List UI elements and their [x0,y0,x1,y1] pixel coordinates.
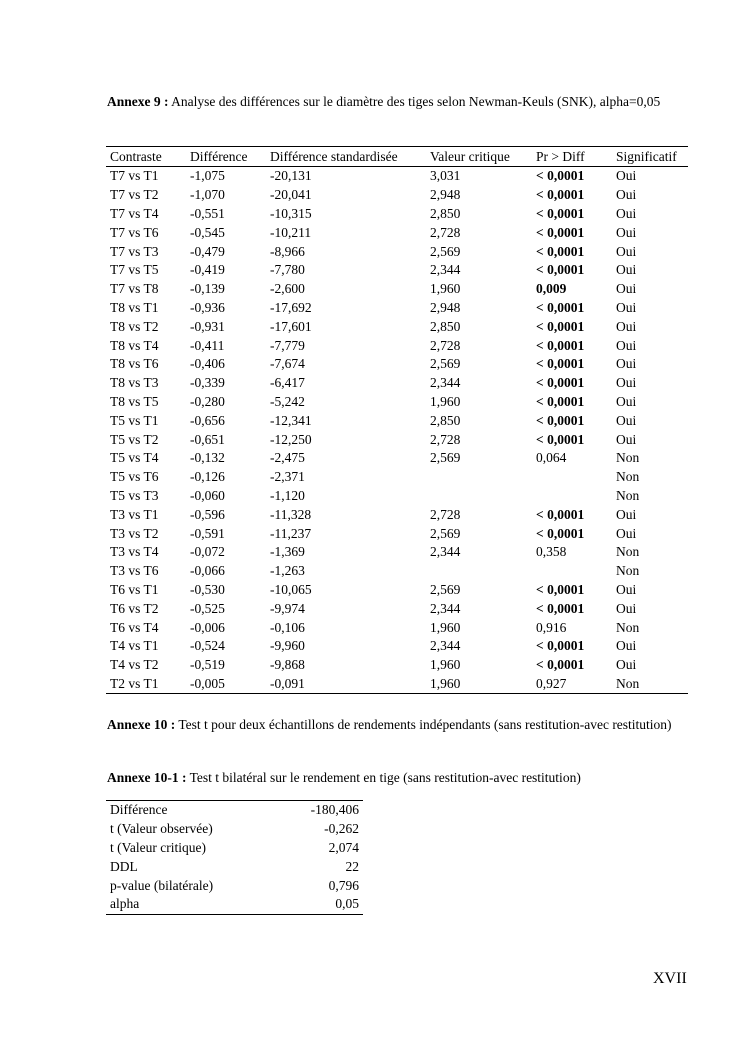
statistic-value: 0,796 [328,877,359,893]
difference-standardisee-cell: -2,475 [270,450,305,466]
contraste-cell: T7 vs T8 [110,281,159,297]
valeur-critique-cell: 2,850 [430,412,461,428]
significatif-cell: Oui [616,600,637,616]
table-row [106,449,688,468]
contraste-cell: T8 vs T3 [110,375,159,391]
difference-cell: -0,066 [190,563,225,579]
difference-standardisee-cell: -1,263 [270,563,305,579]
statistic-value: 0,05 [335,896,359,912]
pr-diff-cell: < 0,0001 [536,638,585,654]
difference-cell: -1,070 [190,187,225,203]
statistic-label: t (Valeur observée) [110,821,213,837]
pr-diff-cell: < 0,0001 [536,168,585,184]
contraste-cell: T8 vs T1 [110,299,159,315]
difference-standardisee-cell: -2,371 [270,469,305,485]
pr-diff-cell: 0,358 [536,544,567,560]
pr-diff-cell: 0,064 [536,450,567,466]
difference-cell: -0,545 [190,224,225,240]
table-row [106,524,688,543]
difference-cell: -0,411 [190,337,225,353]
table-row [106,374,688,393]
difference-cell: -0,419 [190,262,225,278]
contraste-cell: T4 vs T2 [110,657,159,673]
pr-diff-cell: < 0,0001 [536,431,585,447]
significatif-cell: Oui [616,638,637,654]
difference-standardisee-cell: -8,966 [270,243,305,259]
table-row [106,411,688,430]
pr-diff-cell: < 0,0001 [536,581,585,597]
difference-cell: -0,005 [190,675,225,691]
pr-diff-cell: < 0,0001 [536,356,585,372]
table-row [106,430,688,449]
valeur-critique-cell: 2,344 [430,638,461,654]
valeur-critique-cell: 2,344 [430,600,461,616]
significatif-cell: Oui [616,318,637,334]
annexe-9-label: Annexe 9 : [107,94,169,109]
difference-cell: -0,931 [190,318,225,334]
difference-cell: -0,139 [190,281,225,297]
difference-standardisee-cell: -20,041 [270,187,312,203]
table-row [106,242,688,261]
significatif-cell: Oui [616,356,637,372]
t-test-table [106,800,363,915]
difference-standardisee-cell: -11,328 [270,506,312,522]
contraste-cell: T5 vs T6 [110,469,159,485]
significatif-cell: Non [616,619,640,635]
difference-standardisee-cell: -1,120 [270,487,305,503]
contraste-cell: T8 vs T6 [110,356,159,372]
table-row [106,820,363,839]
table-row [106,280,688,299]
pr-diff-cell: < 0,0001 [536,525,585,541]
valeur-critique-cell: 2,728 [430,506,461,522]
valeur-critique-cell: 2,569 [430,356,461,372]
annexe-9-heading [107,91,687,113]
difference-standardisee-cell: -20,131 [270,168,312,184]
pr-diff-cell: < 0,0001 [536,262,585,278]
column-header: Contraste [106,147,186,167]
contraste-cell: T8 vs T4 [110,337,159,353]
difference-cell: -0,591 [190,525,225,541]
statistic-label: p-value (bilatérale) [110,877,214,893]
table-row [106,637,688,656]
contraste-cell: T6 vs T1 [110,581,159,597]
table-row [106,801,363,820]
valeur-critique-cell: 2,569 [430,450,461,466]
pr-diff-cell: < 0,0001 [536,506,585,522]
table-row [106,618,688,637]
snk-table-header [106,147,688,167]
statistic-label: Différence [110,802,168,818]
statistic-label: t (Valeur critique) [110,839,206,855]
contraste-cell: T3 vs T4 [110,544,159,560]
contraste-cell: T5 vs T3 [110,487,159,503]
table-row [106,895,363,914]
valeur-critique-cell: 2,728 [430,431,461,447]
pr-diff-cell: < 0,0001 [536,657,585,673]
valeur-critique-cell: 1,960 [430,281,461,297]
valeur-critique-cell: 1,960 [430,393,461,409]
valeur-critique-cell: 2,728 [430,224,461,240]
pr-diff-cell [532,562,612,581]
difference-standardisee-cell: -11,237 [270,525,312,541]
t-test-table-body [106,801,363,915]
contraste-cell: T3 vs T1 [110,506,159,522]
difference-cell: -0,479 [190,243,225,259]
significatif-cell: Oui [616,393,637,409]
significatif-cell: Oui [616,281,637,297]
contraste-cell: T6 vs T2 [110,600,159,616]
statistic-value: -180,406 [310,802,359,818]
column-header: Différence [186,147,266,167]
significatif-cell: Non [616,450,640,466]
valeur-critique-cell: 2,569 [430,581,461,597]
contraste-cell: T7 vs T5 [110,262,159,278]
pr-diff-cell: < 0,0001 [536,337,585,353]
difference-standardisee-cell: -6,417 [270,375,305,391]
column-header: Différence standardisée [266,147,426,167]
statistic-label: DDL [110,858,138,874]
table-row [106,167,688,186]
difference-cell: -0,551 [190,205,225,221]
difference-cell: -0,132 [190,450,225,466]
significatif-cell: Oui [616,581,637,597]
pr-diff-cell: < 0,0001 [536,224,585,240]
snk-table-body [106,167,688,694]
difference-cell: -0,524 [190,638,225,654]
statistic-value: -0,262 [324,821,359,837]
table-row [106,205,688,224]
significatif-cell: Non [616,544,640,560]
valeur-critique-cell: 3,031 [430,168,461,184]
pr-diff-cell: < 0,0001 [536,393,585,409]
table-row [106,857,363,876]
contraste-cell: T6 vs T4 [110,619,159,635]
valeur-critique-cell: 2,850 [430,205,461,221]
valeur-critique-cell: 2,344 [430,544,461,560]
difference-cell: -0,060 [190,487,225,503]
pr-diff-cell: 0,009 [536,281,567,297]
difference-standardisee-cell: -1,369 [270,544,305,560]
table-row [106,656,688,675]
pr-diff-cell: < 0,0001 [536,412,585,428]
difference-standardisee-cell: -10,065 [270,581,312,597]
difference-standardisee-cell: -9,868 [270,657,305,673]
table-row [106,299,688,318]
table-row [106,261,688,280]
contraste-cell: T7 vs T1 [110,168,159,184]
difference-cell: -0,339 [190,375,225,391]
valeur-critique-cell: 2,569 [430,243,461,259]
contraste-cell: T5 vs T2 [110,431,159,447]
valeur-critique-cell: 1,960 [430,619,461,635]
valeur-critique-cell: 2,850 [430,318,461,334]
difference-cell: -0,519 [190,657,225,673]
difference-standardisee-cell: -7,674 [270,356,305,372]
valeur-critique-cell: 2,948 [430,187,461,203]
pr-diff-cell: < 0,0001 [536,600,585,616]
annexe-10-label: Annexe 10 : [107,717,176,732]
pr-diff-cell: 0,927 [536,675,567,691]
difference-cell: -0,406 [190,356,225,372]
significatif-cell: Oui [616,431,637,447]
table-row [106,487,688,506]
table-row [106,355,688,374]
contraste-cell: T3 vs T2 [110,525,159,541]
table-row [106,839,363,858]
significatif-cell: Non [616,487,640,503]
table-row [106,581,688,600]
difference-standardisee-cell: -10,211 [270,224,312,240]
pr-diff-cell: < 0,0001 [536,187,585,203]
table-row [106,186,688,205]
difference-cell: -0,006 [190,619,225,635]
table-row [106,543,688,562]
difference-cell: -0,651 [190,431,225,447]
annexe-10-heading [107,714,687,736]
pr-diff-cell: < 0,0001 [536,243,585,259]
contraste-cell: T5 vs T4 [110,450,159,466]
significatif-cell: Non [616,469,640,485]
annexe-10-text: Test t pour deux échantillons de rendements indépendants (sans restitution-avec restitution) [175,717,672,732]
difference-cell: -0,936 [190,299,225,315]
table-row [106,876,363,895]
contraste-cell: T8 vs T5 [110,393,159,409]
pr-diff-cell [532,487,612,506]
contraste-cell: T3 vs T6 [110,563,159,579]
difference-standardisee-cell: -0,106 [270,619,305,635]
contraste-cell: T7 vs T2 [110,187,159,203]
contraste-cell: T2 vs T1 [110,675,159,691]
contraste-cell: T7 vs T4 [110,205,159,221]
contraste-cell: T4 vs T1 [110,638,159,654]
table-row [106,675,688,694]
page-number: XVII [653,970,687,987]
table-row [106,505,688,524]
annexe-10-1-heading [107,767,687,789]
difference-standardisee-cell: -9,974 [270,600,305,616]
significatif-cell: Oui [616,205,637,221]
difference-cell: -0,596 [190,506,225,522]
difference-standardisee-cell: -12,250 [270,431,312,447]
significatif-cell: Oui [616,525,637,541]
significatif-cell: Oui [616,657,637,673]
significatif-cell: Oui [616,187,637,203]
valeur-critique-cell: 2,948 [430,299,461,315]
difference-standardisee-cell: -7,780 [270,262,305,278]
annexe-9-text: Analyse des différences sur le diamètre des tiges selon Newman-Keuls (SNK), alpha=0,05 [168,94,661,109]
contraste-cell: T8 vs T2 [110,318,159,334]
pr-diff-cell: < 0,0001 [536,375,585,391]
difference-cell: -0,072 [190,544,225,560]
valeur-critique-cell: 2,344 [430,375,461,391]
difference-standardisee-cell: -9,960 [270,638,305,654]
difference-standardisee-cell: -7,779 [270,337,305,353]
significatif-cell: Oui [616,412,637,428]
significatif-cell: Non [616,675,640,691]
valeur-critique-cell [426,562,532,581]
difference-standardisee-cell: -17,692 [270,299,312,315]
valeur-critique-cell [426,468,532,487]
statistic-value: 22 [345,858,359,874]
valeur-critique-cell: 2,728 [430,337,461,353]
difference-cell: -0,656 [190,412,225,428]
significatif-cell: Oui [616,243,637,259]
annexe-10-1-label: Annexe 10-1 : [107,770,187,785]
table-row [106,599,688,618]
pr-diff-cell: 0,916 [536,619,567,635]
column-header: Pr > Diff [532,147,612,167]
valeur-critique-cell: 1,960 [430,675,461,691]
difference-cell: -0,280 [190,393,225,409]
statistic-label: alpha [110,896,140,912]
difference-standardisee-cell: -10,315 [270,205,312,221]
valeur-critique-cell [426,487,532,506]
column-header: Significatif [612,147,688,167]
table-row [106,468,688,487]
annexe-10-1-text: Test t bilatéral sur le rendement en tige (sans restitution-avec restitution) [186,770,581,785]
contraste-cell: T5 vs T1 [110,412,159,428]
table-row [106,393,688,412]
difference-standardisee-cell: -5,242 [270,393,305,409]
contraste-cell: T7 vs T6 [110,224,159,240]
statistic-value: 2,074 [328,839,359,855]
valeur-critique-cell: 2,344 [430,262,461,278]
significatif-cell: Oui [616,224,637,240]
table-row [106,317,688,336]
pr-diff-cell: < 0,0001 [536,318,585,334]
valeur-critique-cell: 1,960 [430,657,461,673]
significatif-cell: Non [616,563,640,579]
difference-cell: -1,075 [190,168,225,184]
contraste-cell: T7 vs T3 [110,243,159,259]
column-header: Valeur critique [426,147,532,167]
difference-standardisee-cell: -0,091 [270,675,305,691]
significatif-cell: Oui [616,337,637,353]
snk-table [106,146,688,694]
significatif-cell: Oui [616,168,637,184]
valeur-critique-cell: 2,569 [430,525,461,541]
difference-standardisee-cell: -12,341 [270,412,312,428]
pr-diff-cell [532,468,612,487]
significatif-cell: Oui [616,506,637,522]
pr-diff-cell: < 0,0001 [536,299,585,315]
difference-standardisee-cell: -2,600 [270,281,305,297]
difference-cell: -0,530 [190,581,225,597]
table-row [106,336,688,355]
table-row [106,223,688,242]
significatif-cell: Oui [616,299,637,315]
difference-cell: -0,525 [190,600,225,616]
table-row [106,562,688,581]
significatif-cell: Oui [616,262,637,278]
difference-cell: -0,126 [190,469,225,485]
pr-diff-cell: < 0,0001 [536,205,585,221]
significatif-cell: Oui [616,375,637,391]
difference-standardisee-cell: -17,601 [270,318,312,334]
